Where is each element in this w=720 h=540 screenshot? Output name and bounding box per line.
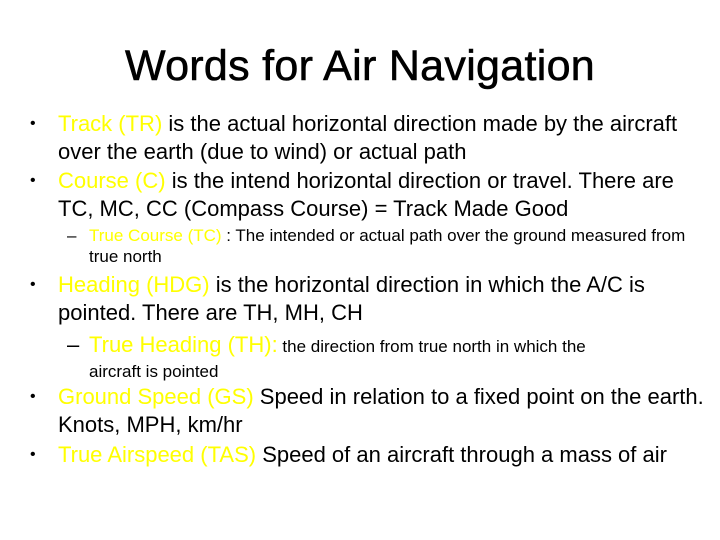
term-track: Track (TR) (58, 111, 163, 136)
term-true-heading: True Heading (TH): (89, 332, 278, 357)
bullet-item-heading (30, 271, 710, 327)
definition-track: is the actual horizontal direction made by the aircraft over the earth (due to wind) or actual path (58, 111, 678, 164)
bullet-icon: • (30, 276, 36, 293)
definition-true-airspeed: Speed of an aircraft through a mass of air (256, 442, 667, 467)
definition-ground-speed: Speed in relation to a fixed point on the earth. Knots, MPH, km/hr (58, 384, 704, 437)
definition-true-course: : The intended or actual path over the ground measured from true north (89, 226, 686, 266)
definition-true-heading-line2: aircraft is pointed (89, 362, 219, 381)
bullet-icon: • (30, 388, 36, 405)
definition-true-heading-line1: the direction from true north in which the (277, 337, 586, 356)
slide-title: Words for Air Navigation (124, 42, 596, 90)
bullet-icon: • (30, 172, 36, 189)
term-heading: Heading (HDG) (58, 272, 210, 297)
bullet-item-ground-speed (30, 383, 710, 439)
bullet-item-track (30, 110, 710, 166)
definition-heading: is the horizontal direction in which the A/C is pointed. There are TH, MH, CH (58, 272, 645, 325)
definition-course: is the intend horizontal direction or travel. There are TC, MC, CC (Compass Course) = Track Made Good (58, 168, 674, 221)
bullet-icon: • (30, 115, 36, 132)
dash-icon: – (67, 226, 77, 245)
term-true-course: True Course (TC) (89, 226, 222, 245)
sub-item-true-heading (67, 331, 707, 383)
bullet-item-course (30, 167, 710, 223)
dash-icon: – (67, 332, 80, 357)
term-true-airspeed: True Airspeed (TAS) (58, 442, 257, 467)
bullet-item-true-airspeed (30, 441, 710, 469)
term-course: Course (C) (58, 168, 166, 193)
bullet-icon: • (30, 446, 36, 463)
term-ground-speed: Ground Speed (GS) (58, 384, 254, 409)
sub-item-true-course (67, 225, 707, 267)
